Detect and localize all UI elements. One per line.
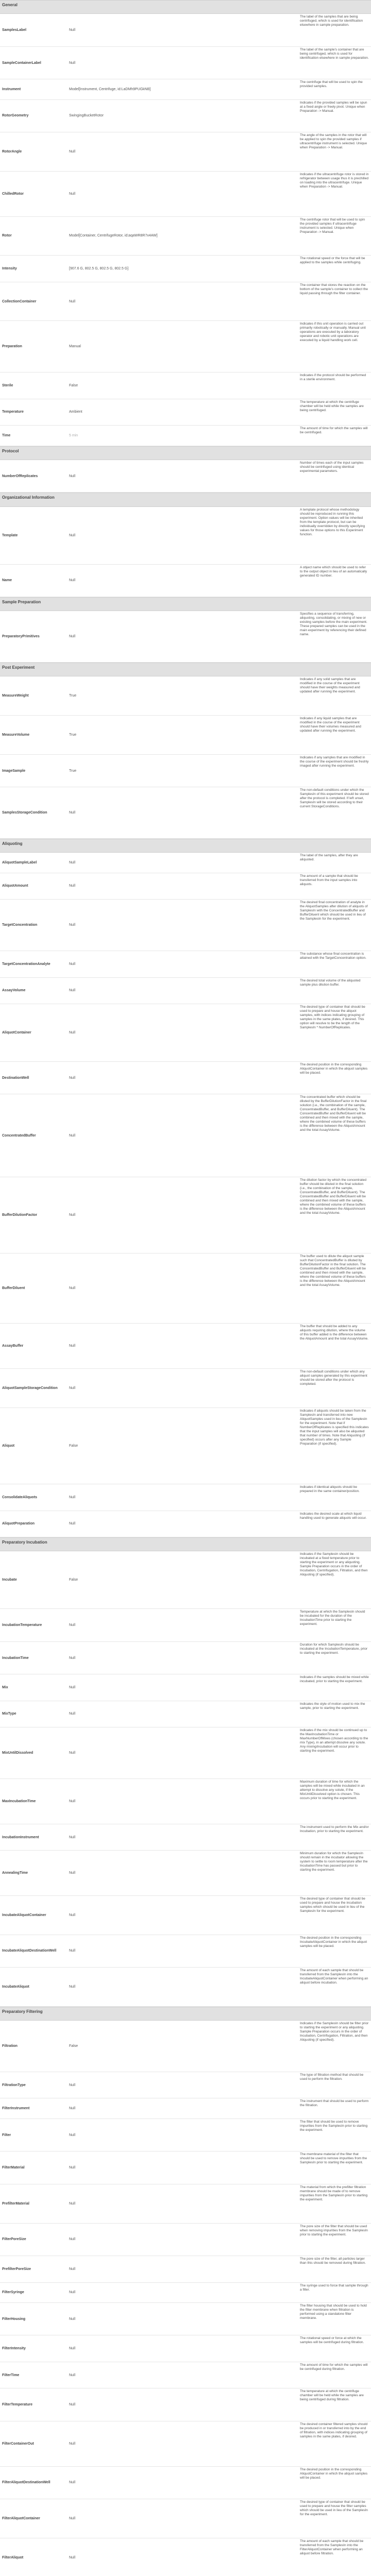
option-value: Null	[69, 2442, 76, 2446]
option-name: SamplesLabel	[2, 28, 27, 32]
option-description: The amount of each sample that should be transferred from the SamplesIn into the FilterAliquotContainer when performing an aliquot before filtration.	[300, 2539, 364, 2555]
option-row	[0, 1824, 371, 1851]
option-value: Null	[69, 579, 76, 583]
option-row	[0, 611, 371, 663]
option-value: Null	[69, 2166, 76, 2170]
option-description: The label of the samples that are being centrifuged, which is used for identification elsewhere in sample preparation.	[300, 15, 363, 27]
option-value: Null	[69, 2083, 76, 2087]
option-name: NumberOfReplicates	[2, 474, 38, 478]
option-name: Preparation	[2, 345, 22, 349]
option-name: Filter	[2, 2133, 11, 2137]
option-row	[0, 1484, 371, 1511]
option-name: FilterInstrument	[2, 2107, 30, 2111]
option-description: The desired position in the corresponding AliquotContainer in which the aliquot samples will be placed.	[300, 2467, 368, 2480]
option-row	[0, 1062, 371, 1095]
option-description: The desired type of container that should be used to prepare and house the filter samples which should be used in lieu of the SamplesIn for the experiment.	[300, 2500, 368, 2517]
option-description: Minimum duration for which the SamplesIn should remain in the incubator allowing the system to settle to room temperature after the IncubationTime has passed but prior to starting the experiment.	[300, 1852, 368, 1872]
option-name: IncubateAliquotContainer	[2, 1913, 46, 1917]
option-description: The angle of the samples in the rotor that will be applied to spin the provided samples if ultracentrifuge instrument is selected. Unique when Preparation -> Manual.	[300, 133, 367, 150]
option-name: TargetConcentration	[2, 923, 38, 927]
option-value: Null	[69, 1686, 76, 1690]
option-value: Null	[69, 1656, 76, 1660]
option-value: Null	[69, 2373, 76, 2377]
option-name: MixUntilDissolved	[2, 1751, 33, 1755]
option-description: The syringe used to force that sample through a filter.	[300, 2283, 368, 2292]
option-name: FilterContainerOut	[2, 2442, 34, 2446]
option-name: IncubationTemperature	[2, 1623, 42, 1627]
option-value: Null	[69, 150, 76, 154]
option-description: Indicates if the SamplesIn should be filter prior to starting the experiment or any aliquoting. Sample Preparation occurs in the order of Incubation, Centrifugation, Filtration, and then Aliquoting (if specified).	[300, 2022, 369, 2042]
option-description: Specifies a sequence of transferring, aliquoting, consolidating, or mixing of new or existing samples before the main experiment. These prepared samples can be used in the main experiment by referencing their defined name.	[300, 612, 367, 637]
option-description: Indicates if aliquots should be taken from the SamplesIn and transferred into new AliquotSamples used in lieu of the SamplesIn for the experiment. Note that if NumberOfReplicates is specified this indicates that the input samples will also be aliquoted that number of times. Note that Aliquoting (if specified) occurs after any Sample Preparation (if specified).	[300, 1409, 369, 1446]
option-row	[0, 1177, 371, 1253]
option-name: Filtration	[2, 2044, 18, 2048]
option-description: The filter that should be used to remove impurities from the SamplesIn prior to starting the experiment.	[300, 2120, 368, 2132]
option-row	[0, 399, 371, 426]
option-row	[0, 1779, 371, 1824]
option-name: IncubateAliquotDestinationWell	[2, 1949, 57, 1953]
option-name: TargetConcentrationAnalyte	[2, 962, 50, 966]
option-value: Null	[69, 1030, 76, 1035]
option-name: RotorGeometry	[2, 114, 29, 118]
option-description: The dilution factor by which the concentrated buffer should be diluted in the final solution (i.e., the combination of the sample, ConcentratedBuffer, and BufferDiluent). The ConcentratedBuffer and BufferDiluent will be combined and then mixed with the sample, where the combined volume of these buffers is the difference between the AliquotAmount and the total AssayVolume.	[300, 1178, 366, 1215]
option-row	[0, 1896, 371, 1935]
option-row	[0, 2184, 371, 2224]
option-name: BufferDilutionFactor	[2, 1213, 38, 1217]
option-name: MeasureVolume	[2, 733, 30, 737]
section-header: Sample Preparation	[0, 597, 371, 611]
option-description: The instrument that should be used to perform the filtration.	[300, 2099, 369, 2108]
option-description: The temperature at which the centrifuge chamber will be held while the samples are being centrifuged.	[300, 400, 364, 412]
option-name: AssayVolume	[2, 989, 26, 993]
option-value: SwingingBucketRotor	[69, 114, 104, 118]
option-description: The pore size of the filter that should be used when removing impurities from the SamplesIn prior to starting the experiment.	[300, 2224, 368, 2236]
option-name: Temperature	[2, 410, 24, 414]
option-row	[0, 14, 371, 47]
option-description: The desired final concentration of analyte in the AliquotSamples after dilution of aliquots of SamplesIn with the ConcentratedBuffer and BufferDiluent which should be used in lieu of the SamplesIn for the experiment.	[300, 901, 368, 921]
option-row	[0, 2119, 371, 2152]
option-description: The centrifuge that will be used to spin the provided samples.	[300, 80, 363, 89]
option-row	[0, 100, 371, 133]
option-name: FilterSyringe	[2, 2291, 24, 2295]
option-row	[0, 1004, 371, 1062]
section-header: General	[0, 0, 371, 14]
option-description: The non-default conditions under which the SamplesIn of this experiment should be stored after the protocol is completed. If left unset, SamplesIn will be stored according to their current StorageConditions.	[300, 788, 369, 809]
option-row	[0, 1968, 371, 2007]
option-description: The filter housing that should be used to hold the filter membrane when filtration is performed using a standalone filter membrane.	[300, 2303, 367, 2320]
option-name: BufferDiluent	[2, 1286, 25, 1291]
option-name: IncubateAliquot	[2, 1985, 29, 1989]
option-row	[0, 1094, 371, 1177]
option-description: Indicates if the protocol should be performed in a sterile environment.	[300, 374, 366, 382]
option-name: FilterAliquot	[2, 2555, 24, 2560]
option-description: Number of times each of the input samples should be centrifuged using identical experimental parameters.	[300, 461, 364, 473]
option-name: Aliquot	[2, 1444, 15, 1448]
option-value: Null	[69, 2291, 76, 2295]
option-description: The desired type of container that should be used to prepare and house the incubation samples which should be used in lieu of the SamplesIn for the experiment.	[300, 1897, 365, 1913]
option-value: False	[69, 384, 78, 388]
option-row	[0, 2421, 371, 2467]
option-row	[0, 217, 371, 256]
option-value: Null	[69, 1835, 76, 1839]
option-row	[0, 1851, 371, 1896]
option-description: The non-default conditions under which any aliquot samples generated by this experiment should be stored after the protocol is completed.	[300, 1370, 367, 1386]
option-value: Null	[69, 1871, 76, 1875]
option-description: Indicates if this unit operation is carried out primarily robotically or manually. Manual unit operations are executed by a laboratory operator and robotic unit operations are executed by a liquid handling work cell.	[300, 322, 366, 343]
option-description: The buffer that should be added to any aliquots requiring dilution, where the volume of this buffer added is the difference between the AliquotAmount and the total AssayVolume.	[300, 1325, 368, 1341]
option-row	[0, 79, 371, 99]
option-description: The amount of a sample that should be transferred from the input samples into aliquots.	[300, 874, 358, 886]
option-row	[0, 1551, 371, 1609]
option-name: FilterTime	[2, 2373, 20, 2377]
option-description: The amount of each sample that should be transferred from the SamplesIn into the IncubateAliquotContainer when performing an aliquot before incubation.	[300, 1969, 368, 1985]
option-value: False	[69, 2044, 78, 2048]
option-value: Null	[69, 533, 76, 537]
option-description: The centrifuge rotor that will be used to spin the provided samples if ultracentrifuge instrument is selected. Unique when Preparation -> Manual.	[300, 217, 365, 234]
option-name: ConcentratedBuffer	[2, 1133, 36, 1138]
option-description: Indicates if the provided samples will be spun at a fixed angle or freely pivot. Unique when Preparation -> Manual.	[300, 100, 367, 113]
option-name: FilterTemperature	[2, 2403, 32, 2407]
option-description: The temperature at which the centrifuge chamber will be held while the samples are being centrifuged during filtration.	[300, 2389, 364, 2402]
option-row	[0, 565, 371, 598]
option-value: Null	[69, 923, 76, 927]
option-value: Null	[69, 2347, 76, 2351]
option-value: Null	[69, 2107, 76, 2111]
option-description: The membrane material of the filter that should be used to remove impurities from the SamplesIn prior to starting the experiment.	[300, 2153, 367, 2165]
option-value: Manual	[69, 345, 81, 349]
option-value: Null	[69, 2133, 76, 2137]
option-name: ChilledRotor	[2, 192, 24, 196]
option-name: FilterAliquotContainer	[2, 2517, 40, 2521]
section-header: Post Experiment	[0, 663, 371, 676]
option-value: Null	[69, 1495, 76, 1499]
option-name: AliquotPreparation	[2, 1522, 35, 1526]
option-row	[0, 372, 371, 399]
option-description: Indicates if any liquid samples that are modified in the course of the experiment should have their volumes measured and updated after running the experiment.	[300, 717, 361, 733]
option-name: FiltrationType	[2, 2083, 26, 2087]
option-value: Null	[69, 2267, 76, 2271]
option-value: Null	[69, 989, 76, 993]
option-description: The concentrated buffer which should be diluted by the BufferDilutionFactor in the final solution (i.e., the combination of the sample, ConcentratedBuffer, and BufferDiluent). The ConcentratedBuffer and BufferDiluent will be combined and then mixed with the sample, where the combined volume of these buffers is the difference between the AliquotAmount and the total AssayVolume.	[300, 1095, 367, 1132]
option-name: Intensity	[2, 267, 17, 271]
option-description: The container that stores the reaction on the bottom of the sample's container to collect the liquid passing through the filter container.	[300, 283, 368, 295]
option-value: Model[Instrument, Centrifuge, id:LaDMh9PUGkNB]	[69, 87, 151, 91]
option-description: The material from which the prefilter filtration membrane should be made of to remove impurities from the SamplesIn prior to starting the experiment.	[300, 2185, 368, 2201]
option-name: AnnealingTime	[2, 1871, 28, 1875]
option-row	[0, 2467, 371, 2500]
option-name: FilterIntensity	[2, 2347, 26, 2351]
option-row	[0, 2224, 371, 2257]
option-value: True	[69, 694, 77, 698]
option-name: Rotor	[2, 234, 12, 238]
option-value: 5 min	[69, 433, 78, 437]
option-value: Null	[69, 2481, 76, 2485]
option-value: Null	[69, 1386, 76, 1390]
option-description: Indicates if the mix should be continued up to the MaxIncubationTime or MaxNumberOfMixes (chosen according to the mix Type), in an attempt dissolve any solute. Any mixing/incubation will occur prior to starting the experiment.	[300, 1728, 368, 1753]
section-header: Organizational Information	[0, 493, 371, 506]
option-name: FilterPoreSize	[2, 2238, 26, 2242]
option-value: Null	[69, 1213, 76, 1217]
option-row	[0, 2335, 371, 2362]
option-description: The pore size of the filter, all particles larger than this should be removed during filtration.	[300, 2257, 366, 2265]
section-header: Protocol	[0, 446, 371, 460]
option-value: Null	[69, 1076, 76, 1080]
option-description: The instrument used to perform the Mix and/or Incubation, prior to starting the experiment.	[300, 1825, 369, 1833]
option-name: Mix	[2, 1686, 8, 1690]
option-row	[0, 1642, 371, 1675]
section-header: Preparatory Filtering	[0, 2007, 371, 2021]
option-name: AliquotSampleStorageCondition	[2, 1386, 58, 1390]
option-value: Null	[69, 1623, 76, 1627]
option-name: Incubate	[2, 1578, 17, 1582]
option-name: Time	[2, 433, 11, 437]
option-description: The amount of time for which the samples will be centrifuged.	[300, 427, 368, 435]
option-name: FilterHousing	[2, 2317, 26, 2321]
option-value: Null	[69, 1913, 76, 1917]
option-name: FilterAliquotDestinationWell	[2, 2481, 50, 2485]
option-value: Model[Container, CentrifugeRotor, id:aqaWR8R7x4AW]	[69, 234, 158, 238]
section-header: Preparatory Incubation	[0, 1537, 371, 1551]
option-description: Indicates the style of motion used to mix the sample, prior to starting the experiment.	[300, 1702, 365, 1710]
option-value: Ambient	[69, 410, 82, 414]
option-value: Null	[69, 1133, 76, 1138]
option-description: Indicates if identical aliquots should be prepared in the same container/position.	[300, 1485, 360, 1494]
option-name: PrefilterPoreSize	[2, 2267, 31, 2271]
option-value: Null	[69, 2317, 76, 2321]
option-row	[0, 1369, 371, 1408]
option-description: Indicates if the samples should be mixed while incubated, prior to starting the experiment.	[300, 1675, 369, 1684]
option-name: IncubationTime	[2, 1656, 29, 1660]
option-value: Null	[69, 1344, 76, 1348]
option-value: Null	[69, 884, 76, 888]
option-description: The label of the sample's container that are being centrifuged, which is used for identification elsewhere in sample preparation.	[300, 47, 369, 60]
option-description: The type of filtration method that should be used to perform the filtration.	[300, 2073, 364, 2081]
option-row	[0, 1511, 371, 1537]
option-description: The desired position in the corresponding IncubateAliquotContainer in which the aliquot samples will be placed.	[300, 1936, 367, 1948]
option-description: Indicates the desired scale at which liquid handling used to generate aliquots will occur.	[300, 1512, 367, 1520]
option-description: The substance whose final concentration is attained with the TargetConcentration option.	[300, 952, 366, 960]
option-value: Null	[69, 1799, 76, 1803]
option-row	[0, 873, 371, 900]
option-description: Duration for which SamplesIn should be incubated at the IncubationTemperature, prior to starting the experiment.	[300, 1642, 368, 1655]
option-description: The desired type of container that should be used to prepare and house the aliquot samples, with indices indicating grouping of samples in the same plates, if desired. This option will resolve to be the length of the SamplesIn * NumberOfReplicates.	[300, 1005, 365, 1029]
option-description: Indicates if any samples that are modified in the course of the experiment should be freshly imaged after running the experiment.	[300, 755, 369, 768]
option-description: The buffer used to dilute the aliquot sample such that ConcentratedBuffer is diluted by BufferDilutionFactor in the final solution. The ConcentratedBuffer and BufferDiluent will be combined and then mixed with the sample, where the combined volume of these buffers is the difference between the AliquotAmount and the total AssayVolume.	[300, 1255, 366, 1287]
option-row	[0, 460, 371, 493]
option-value: Null	[69, 635, 76, 639]
option-value: Null	[69, 1522, 76, 1526]
option-row	[0, 787, 371, 839]
option-row	[0, 2151, 371, 2184]
section-header: Aliquoting	[0, 839, 371, 853]
option-row	[0, 716, 371, 755]
option-row	[0, 1609, 371, 1642]
option-value: [907.6 G, 802.5 G, 802.5 G, 802.5 G]	[69, 267, 129, 271]
option-row	[0, 2538, 371, 2576]
option-name: DestinationWell	[2, 1076, 29, 1080]
option-row	[0, 47, 371, 80]
option-row	[0, 2098, 371, 2119]
option-description: The amount of time for which the samples will be centrifuged during filtration.	[300, 2363, 368, 2371]
option-row	[0, 1408, 371, 1484]
option-row	[0, 2388, 371, 2421]
option-row	[0, 2021, 371, 2072]
option-value: Null	[69, 192, 76, 196]
option-name: ImageSample	[2, 769, 26, 773]
option-row	[0, 2072, 371, 2098]
option-description: A object name which should be used to refer to the output object in lieu of an automatically generated ID number.	[300, 565, 367, 578]
option-row	[0, 1674, 371, 1701]
option-value: Null	[69, 2403, 76, 2407]
option-row	[0, 900, 371, 951]
option-row	[0, 2256, 371, 2282]
option-value: True	[69, 733, 77, 737]
option-name: MeasureWeight	[2, 694, 29, 698]
option-name: Sterile	[2, 384, 13, 388]
option-description: Indicates if the SamplesIn should be incubated at a fixed temperature prior to starting the experiment or any aliquoting. Sample Preparation occurs in the order of Incubation, Centrifugation, Filtration, and then Aliquoting (if specified).	[300, 1552, 368, 1577]
option-description: Indicates if any solid samples that are modified in the course of the experiment should have their weights measured and updated after running the experiment.	[300, 677, 360, 694]
option-row	[0, 321, 371, 372]
option-name: ConsolidateAliquots	[2, 1495, 38, 1499]
option-name: PrefilterMaterial	[2, 2201, 29, 2206]
option-name: Template	[2, 533, 18, 537]
option-row	[0, 172, 371, 217]
option-name: IncubationInstrument	[2, 1835, 39, 1839]
option-row	[0, 507, 371, 565]
option-row	[0, 256, 371, 282]
option-value: Null	[69, 962, 76, 966]
option-row	[0, 1935, 371, 1968]
option-description: The desired container filtered samples should be produced in or transferred into by the end of filtration, with indices indicating grouping of samples in the same plates, if desired.	[300, 2422, 368, 2438]
option-name: AliquotSampleLabel	[2, 861, 37, 865]
option-row	[0, 853, 371, 873]
option-row	[0, 676, 371, 716]
option-value: Null	[69, 2201, 76, 2206]
option-value: Null	[69, 1751, 76, 1755]
option-name: MixType	[2, 1712, 16, 1716]
option-description: The desired position in the corresponding AliquotContainer in which the aliquot samples will be placed.	[300, 1062, 368, 1075]
option-description: Maximum duration of time for which the samples will be mixed while incubated in an attempt to dissolve any solute, if the MixUntilDissolved option is chosen. This occurs prior to starting the experiment.	[300, 1780, 365, 1801]
option-row	[0, 1253, 371, 1324]
option-description: Temperature at which the SamplesIn should be incubated for the duration of the IncubationTime prior to starting the experiment.	[300, 1610, 365, 1626]
option-row	[0, 2303, 371, 2336]
option-row	[0, 1701, 371, 1727]
option-value: False	[69, 1444, 78, 1448]
option-name: SamplesStorageCondition	[2, 811, 47, 815]
option-name: CollectionContainer	[2, 299, 37, 303]
option-name: AssayBuffer	[2, 1344, 24, 1348]
option-value: Null	[69, 1949, 76, 1953]
option-name: MaxIncubationTime	[2, 1799, 36, 1803]
option-value: Null	[69, 299, 76, 303]
option-value: False	[69, 1578, 78, 1582]
option-description: The rotational speed or the force that will be applied to the samples while centrifuging.	[300, 257, 365, 265]
option-name: Name	[2, 579, 12, 583]
option-name: RotorAngle	[2, 150, 22, 154]
option-name: SampleContainerLabel	[2, 61, 41, 65]
option-value: Null	[69, 1286, 76, 1291]
option-row	[0, 282, 371, 321]
option-value: Null	[69, 2555, 76, 2560]
option-value: Null	[69, 2238, 76, 2242]
option-row	[0, 1324, 371, 1369]
option-value: Null	[69, 1712, 76, 1716]
option-value: Null	[69, 861, 76, 865]
option-row	[0, 132, 371, 172]
option-name: Instrument	[2, 87, 21, 91]
option-row	[0, 2362, 371, 2388]
option-description: The desired total volume of the aliquoted sample plus dilution buffer.	[300, 978, 361, 987]
option-name: AliquotAmount	[2, 884, 28, 888]
option-row	[0, 426, 371, 446]
option-name: AliquotContainer	[2, 1030, 31, 1035]
option-description: A template protocol whose methodology should be reproduced in running this experiment. Option values will be inherited from the template protocol, but can be individually overridden by directly specifying values for those options to this Experiment function.	[300, 507, 365, 536]
option-row	[0, 1727, 371, 1779]
option-row	[0, 2283, 371, 2303]
option-row	[0, 2499, 371, 2538]
option-value: Null	[69, 28, 76, 32]
option-row	[0, 951, 371, 977]
option-value: Null	[69, 1985, 76, 1989]
option-value: Null	[69, 474, 76, 478]
option-value: Null	[69, 61, 76, 65]
option-description: The label of the samples, after they are aliquoted.	[300, 854, 358, 862]
option-row	[0, 755, 371, 788]
option-description: The rotational speed or force at which the samples will be centrifuged during filtration.	[300, 2336, 364, 2345]
option-value: True	[69, 769, 77, 773]
option-name: PreparatoryPrimitives	[2, 635, 40, 639]
option-description: Indicates if the ultracentrifuge rotor is stored in refrigerator between usage thus it is prechilled on loading into the ultracentrifuge. Unique when Preparation -> Manual.	[300, 172, 369, 189]
option-name: FilterMaterial	[2, 2166, 25, 2170]
option-value: Null	[69, 811, 76, 815]
option-row	[0, 978, 371, 1004]
option-value: Null	[69, 2517, 76, 2521]
